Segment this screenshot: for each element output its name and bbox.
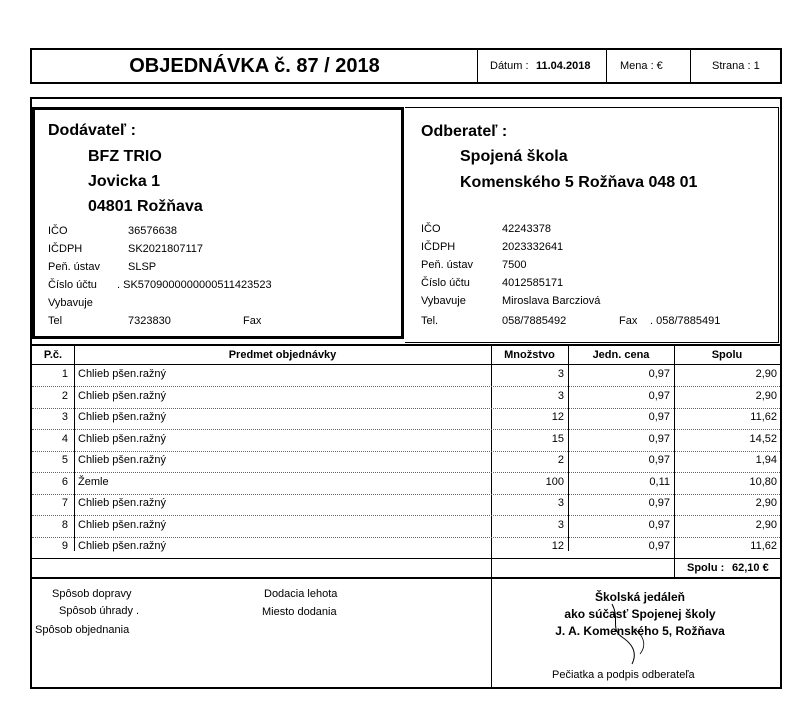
supplier-fax-label: Fax xyxy=(243,315,262,327)
row-quantity: 12 xyxy=(551,411,564,423)
supplier-tel: 7323830 xyxy=(128,315,171,327)
row-item: Chlieb pšen.ražný xyxy=(78,432,167,445)
row-quantity: 3 xyxy=(557,497,564,509)
date-label: Dátum : xyxy=(490,60,529,72)
customer-address: Komenského 5 Rožňava 048 01 xyxy=(460,174,698,191)
supplier-tel-label: Tel xyxy=(48,315,63,327)
customer-ico-label: IČO xyxy=(421,223,441,235)
order-footer xyxy=(30,578,782,689)
col-header-quantity: Množstvo xyxy=(504,349,555,361)
row-unit-price: 0,97 xyxy=(648,368,670,380)
customer-contact-label: Vybavuje xyxy=(421,295,466,307)
row-number: 4 xyxy=(61,432,68,445)
row-total: 11,62 xyxy=(750,540,777,552)
row-item: Žemle xyxy=(78,475,109,488)
row-quantity: 3 xyxy=(557,518,564,531)
row-total: 2,90 xyxy=(755,518,777,531)
col-header-unit-price: Jedn. cena xyxy=(592,349,650,361)
row-unit-price: 0,97 xyxy=(648,454,670,466)
signature-label: Pečiatka a podpis odberateľa xyxy=(552,669,695,681)
stamp-line-1: Školská jedáleň xyxy=(594,590,686,604)
supplier-box xyxy=(32,107,404,339)
row-unit-price: 0,97 xyxy=(648,518,670,531)
row-quantity: 3 xyxy=(557,389,564,402)
row-quantity: 2 xyxy=(557,454,564,466)
page-number: Strana : 1 xyxy=(712,60,760,72)
row-unit-price: 0,97 xyxy=(648,432,670,445)
row-quantity: 3 xyxy=(557,368,564,380)
customer-ico: 42243378 xyxy=(502,223,551,235)
table-row xyxy=(32,516,780,537)
supplier-street: Jovicka 1 xyxy=(88,173,161,190)
col-header-total: Spolu xyxy=(711,349,743,361)
transport-label: Spôsob dopravy xyxy=(52,588,132,600)
row-item: Chlieb pšen.ražný xyxy=(78,454,167,466)
row-total: 2,90 xyxy=(755,389,777,402)
row-number: 1 xyxy=(61,368,68,380)
sum-value: 62,10 € xyxy=(732,562,769,574)
frame-right xyxy=(780,97,782,347)
supplier-name: BFZ TRIO xyxy=(88,148,162,165)
delivery-place-label: Miesto dodania xyxy=(262,606,337,618)
row-unit-price: 0,97 xyxy=(648,389,670,402)
customer-bank-label: Peň. ústav xyxy=(421,259,473,271)
table-row xyxy=(32,387,780,408)
customer-tel-label: Tel. xyxy=(421,315,439,327)
customer-name: Spojená škola xyxy=(460,148,568,165)
row-number: 3 xyxy=(61,411,68,423)
supplier-label: Dodávateľ : xyxy=(48,122,136,139)
row-quantity: 100 xyxy=(545,475,564,488)
row-total: 2,90 xyxy=(755,497,777,509)
col-header-item: Predmet objednávky xyxy=(228,349,337,361)
table-row xyxy=(32,537,780,558)
customer-fax: . 058/7885491 xyxy=(650,315,721,327)
row-item: Chlieb pšen.ražný xyxy=(78,368,167,380)
row-number: 6 xyxy=(61,475,68,488)
row-item: Chlieb pšen.ražný xyxy=(78,389,167,402)
row-unit-price: 0,11 xyxy=(649,475,670,488)
supplier-icdph-label: IČDPH xyxy=(48,243,83,255)
customer-contact: Miroslava Barcziová xyxy=(502,295,601,307)
sum-label: Spolu : xyxy=(687,562,725,574)
row-item: Chlieb pšen.ražný xyxy=(78,497,167,509)
row-total: 10,80 xyxy=(749,475,777,488)
order-table xyxy=(30,344,782,579)
stamp-line-3: J. A. Komenského 5, Rožňava xyxy=(555,624,725,638)
payment-label: Spôsob úhrady . xyxy=(59,605,140,617)
row-number: 8 xyxy=(61,518,68,531)
customer-account-label: Číslo účtu xyxy=(421,277,470,289)
row-quantity: 15 xyxy=(551,432,564,445)
supplier-bank-label: Peň. ústav xyxy=(48,261,100,273)
table-row xyxy=(32,494,780,515)
signature-icon xyxy=(592,599,672,669)
row-number: 7 xyxy=(61,497,68,509)
supplier-ico-label: IČO xyxy=(48,225,68,237)
customer-icdph: 2023332641 xyxy=(502,241,564,253)
supplier-ico: 36576638 xyxy=(128,225,177,237)
date-value: 11.04.2018 xyxy=(536,60,591,72)
supplier-bank: SLSP xyxy=(128,261,157,273)
supplier-city: 04801 Rožňava xyxy=(88,198,203,215)
customer-bank: 7500 xyxy=(502,259,527,271)
row-total: 2,90 xyxy=(755,368,777,380)
row-item: Chlieb pšen.ražný xyxy=(78,518,167,531)
customer-label: Odberateľ : xyxy=(421,123,508,140)
row-number: 5 xyxy=(61,454,68,466)
row-item: Chlieb pšen.ražný xyxy=(78,540,167,552)
supplier-account: . SK5709000000000511423523 xyxy=(117,279,272,291)
row-quantity: 12 xyxy=(551,540,564,552)
row-total: 1,94 xyxy=(755,454,777,466)
delivery-term-label: Dodacia lehota xyxy=(264,588,338,600)
currency: Mena : € xyxy=(620,60,663,72)
row-number: 2 xyxy=(61,389,68,402)
table-row xyxy=(32,430,780,451)
stamp-line-2: ako súčasť Spojenej školy xyxy=(564,607,716,621)
row-total: 11,62 xyxy=(750,411,777,423)
col-header-number: P.č. xyxy=(43,349,63,361)
supplier-contact-label: Vybavuje xyxy=(48,297,93,309)
order-method-label: Spôsob objednania xyxy=(35,624,130,636)
table-row xyxy=(32,365,780,386)
customer-box xyxy=(405,107,779,343)
customer-icdph-label: IČDPH xyxy=(421,241,456,253)
table-row xyxy=(32,473,780,494)
order-header xyxy=(30,48,782,84)
header-divider xyxy=(30,97,782,99)
row-total: 14,52 xyxy=(749,432,777,445)
customer-fax-label: Fax xyxy=(619,315,638,327)
row-unit-price: 0,97 xyxy=(648,411,670,423)
supplier-icdph: SK2021807117 xyxy=(128,243,204,255)
table-row xyxy=(32,408,780,429)
row-number: 9 xyxy=(61,540,68,552)
table-row xyxy=(32,451,780,472)
order-title: OBJEDNÁVKA č. 87 / 2018 xyxy=(129,55,380,77)
row-unit-price: 0,97 xyxy=(648,497,670,509)
row-unit-price: 0,97 xyxy=(648,540,670,552)
row-item: Chlieb pšen.ražný xyxy=(78,411,167,423)
supplier-account-label: Číslo účtu xyxy=(48,279,97,291)
customer-account: 4012585171 xyxy=(502,277,564,289)
customer-tel: 058/7885492 xyxy=(502,315,567,327)
